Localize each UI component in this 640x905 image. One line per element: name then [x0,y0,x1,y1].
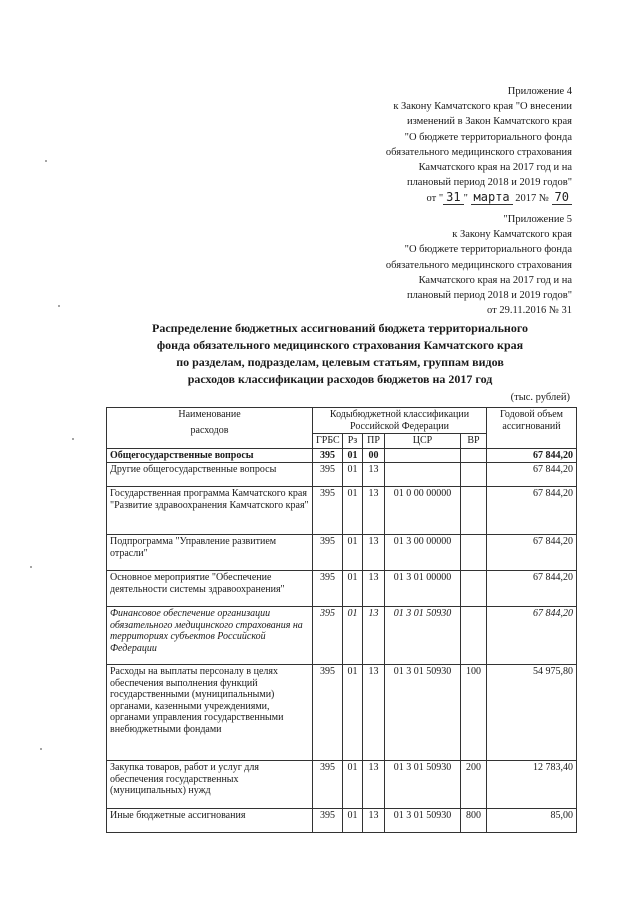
row-vr: 200 [461,761,487,809]
row-name: Общегосударственные вопросы [107,448,313,463]
row-amount: 85,00 [487,809,577,833]
table-header-row [107,408,577,434]
row-rz: 01 [343,571,363,607]
header-rz: Рз [343,434,363,449]
row-pr: 13 [363,463,385,487]
scan-speck [58,305,60,307]
handwritten-day: 31 [443,190,463,205]
row-amount: 67 844,20 [487,535,577,571]
row-vr [461,448,487,463]
appendix-4-line: плановый период 2018 и 2019 годов" [406,177,572,189]
header-name-top: Наименование [178,409,241,420]
row-rz: 01 [343,665,363,761]
row-grbs: 395 [313,463,343,487]
row-vr: 100 [461,665,487,761]
row-amount: 67 844,20 [487,448,577,463]
row-csr [385,448,461,463]
row-amount: 67 844,20 [487,463,577,487]
row-csr: 01 3 01 50930 [385,665,461,761]
appendix-5-line: от 29.11.2016 № 31 [487,305,572,317]
header-pr: ПР [363,434,385,449]
row-name: Финансовое обеспечение организации обязательного медицинского страхования на территориях субъектов Российской Федерации [107,607,313,665]
appendix-5-line: "О бюджете территориального фонда [404,244,572,256]
appendix-4-header [386,84,572,207]
row-grbs: 395 [313,571,343,607]
row-name: Государственная программа Камчатского края "Развитие здравоохранения Камчатского края" [107,487,313,535]
title-line: фонда обязательного медицинского страхования Камчатского края [156,338,524,352]
row-name: Подпрограмма "Управление развитием отрасли" [107,535,313,571]
row-vr [461,535,487,571]
row-grbs: 395 [313,665,343,761]
row-name: Закупка товаров, работ и услуг для обеспечения государственных (муниципальных) нужд [107,761,313,809]
row-pr: 13 [363,535,385,571]
row-vr [461,607,487,665]
table-row [107,535,577,571]
row-grbs: 395 [313,448,343,463]
row-grbs: 395 [313,607,343,665]
row-grbs: 395 [313,761,343,809]
header-codes: Кодыбюджетной классификации Российской Федерации [313,408,487,434]
appendix-4-line: Приложение 4 [507,86,572,97]
row-vr: 800 [461,809,487,833]
table-row [107,809,577,833]
row-csr: 01 3 01 50930 [385,809,461,833]
row-amount: 54 975,80 [487,665,577,761]
handwritten-number: 70 [552,190,572,205]
appendix-5-line: обязательного медицинского страхования [385,259,572,271]
row-csr: 01 3 01 50930 [385,761,461,809]
row-rz: 01 [343,761,363,809]
row-csr [385,463,461,487]
row-pr: 00 [363,448,385,463]
scan-speck [72,438,74,440]
table-row [107,665,577,761]
row-pr: 13 [363,571,385,607]
table-row [107,448,577,463]
row-grbs: 395 [313,809,343,833]
row-rz: 01 [343,535,363,571]
row-csr: 01 3 01 00000 [385,571,461,607]
appendix-4-line: "О бюджете территориального фонда [404,131,572,143]
appendix-5-line: Камчатского края на 2017 год и на [418,274,572,286]
table-row [107,463,577,487]
header-name-bottom: расходов [190,424,229,436]
date-year: 2017 № [515,193,549,205]
appendix-4-line: обязательного медицинского страхования [385,146,572,158]
appendix-4-date [386,190,572,206]
header-grbs: ГРБС [313,434,343,449]
scan-speck [30,566,32,568]
table-row [107,761,577,809]
row-pr: 13 [363,809,385,833]
row-rz: 01 [343,809,363,833]
row-pr: 13 [363,607,385,665]
row-grbs: 395 [313,487,343,535]
row-vr [461,487,487,535]
header-csr: ЦСР [385,434,461,449]
row-rz: 01 [343,607,363,665]
row-name: Расходы на выплаты персоналу в целях обеспечения выполнения функций государственными (муниципальными) органами, казенными учреждениями, органами управления государственными внебюджетными фондами [107,665,313,761]
row-amount: 67 844,20 [487,571,577,607]
title-line: Распределение бюджетных ассигнований бюджета территориального [152,321,528,335]
date-quote: " [463,193,468,205]
budget-table [106,407,577,833]
row-amount: 67 844,20 [487,607,577,665]
row-amount: 12 783,40 [487,761,577,809]
row-pr: 13 [363,487,385,535]
appendix-5-line: к Закону Камчатского края [452,229,572,241]
header-name [107,408,313,449]
title-line: расходов классификации расходов бюджетов на 2017 год [187,372,493,386]
row-rz: 01 [343,463,363,487]
appendix-5-header [386,212,572,318]
header-amount: Годовой объем ассигнований [487,408,577,449]
document-title [80,320,600,388]
scan-speck [45,160,47,162]
row-vr [461,571,487,607]
date-prefix: от " [426,193,444,205]
row-rz: 01 [343,448,363,463]
units-label: (тыс. рублей) [510,392,570,403]
row-csr: 01 0 00 00000 [385,487,461,535]
appendix-5-line: плановый период 2018 и 2019 годов" [406,290,572,302]
row-name: Основное мероприятие "Обеспечение деятельности системы здравоохранения" [107,571,313,607]
row-rz: 01 [343,487,363,535]
row-csr: 01 3 01 50930 [385,607,461,665]
appendix-4-line: изменений в Закон Камчатского края [406,116,572,128]
row-name: Иные бюджетные ассигнования [107,809,313,833]
row-name: Другие общегосударственные вопросы [107,463,313,487]
appendix-5-line: "Приложение 5 [503,214,572,225]
title-line: по разделам, подразделам, целевым статьям, группам видов [176,355,504,369]
appendix-4-line: Камчатского края на 2017 год и на [418,162,572,174]
table-row [107,571,577,607]
table-row [107,607,577,665]
row-csr: 01 3 00 00000 [385,535,461,571]
header-vr: ВР [461,434,487,449]
row-pr: 13 [363,665,385,761]
table-row [107,487,577,535]
row-vr [461,463,487,487]
row-pr: 13 [363,761,385,809]
handwritten-month: марта [471,190,513,205]
appendix-4-line: к Закону Камчатского края "О внесении [393,101,572,113]
row-grbs: 395 [313,535,343,571]
scan-speck [40,748,42,750]
row-amount: 67 844,20 [487,487,577,535]
